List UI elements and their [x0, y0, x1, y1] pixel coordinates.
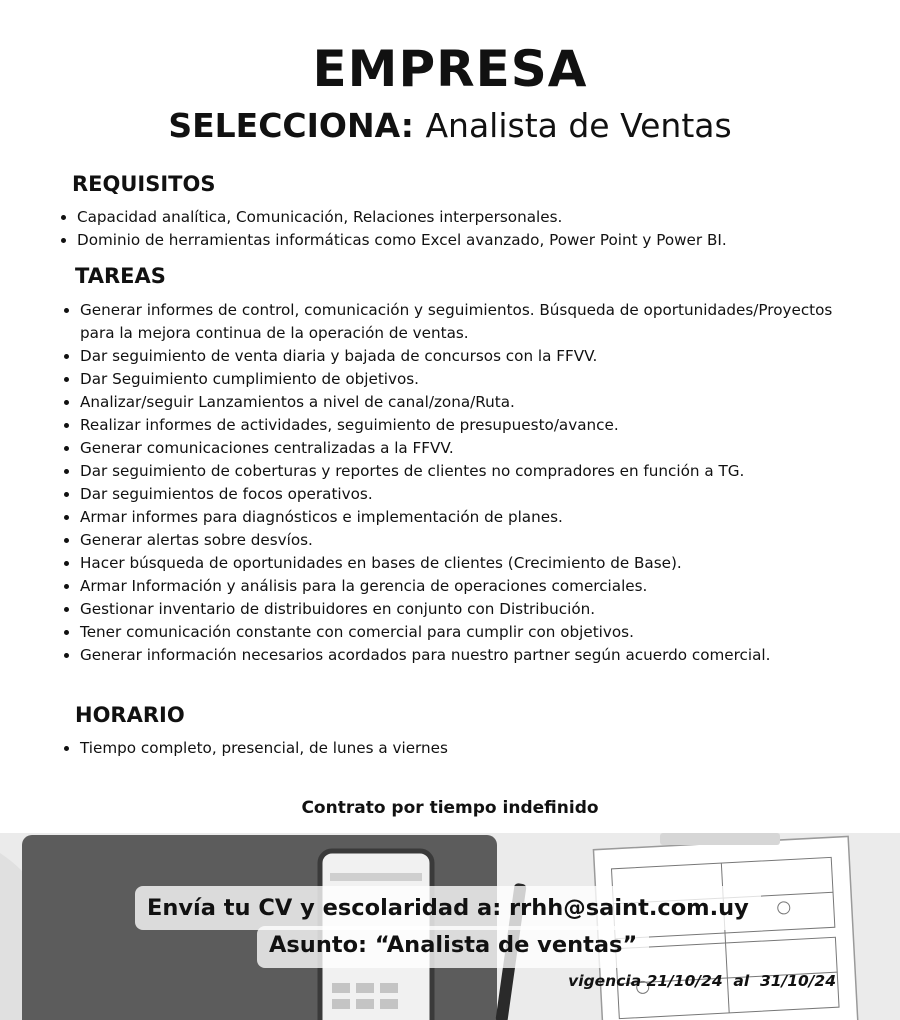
horario-title: HORARIO [75, 703, 185, 727]
requisitos-item: Capacidad analítica, Comunicación, Relaciones interpersonales. [58, 206, 858, 229]
tareas-item: Generar alertas sobre desvíos. [61, 529, 851, 552]
tareas-item: Realizar informes de actividades, seguimiento de presupuesto/avance. [61, 414, 851, 437]
tareas-title: TAREAS [75, 264, 166, 288]
tareas-item: Dar Seguimiento cumplimiento de objetivos. [61, 368, 851, 391]
tareas-item: Generar información necesarios acordados para nuestro partner según acuerdo comercial. [61, 644, 851, 667]
validity-dates: vigencia 21/10/24 al 31/10/24 [568, 972, 836, 990]
subject-text: Asunto: “Analista de ventas” [257, 926, 649, 968]
requisitos-item: Dominio de herramientas informáticas como Excel avanzado, Power Point y Power BI. [58, 229, 858, 252]
tareas-item: Armar informes para diagnósticos e implementación de planes. [61, 506, 851, 529]
tareas-item: Analizar/seguir Lanzamientos a nivel de canal/zona/Ruta. [61, 391, 851, 414]
tareas-item: Tener comunicación constante con comercial para cumplir con objetivos. [61, 621, 851, 644]
tareas-item: Generar comunicaciones centralizadas a la FFVV. [61, 437, 851, 460]
requisitos-title: REQUISITOS [72, 172, 216, 196]
tareas-item: Hacer búsqueda de oportunidades en bases de clientes (Crecimiento de Base). [61, 552, 851, 575]
position-name: Analista de Ventas [425, 106, 732, 145]
requisitos-list [58, 206, 858, 252]
tareas-item: Generar informes de control, comunicación y seguimientos. Búsqueda de oportunidades/Proyectos para la mejora continua de la operación de ventas. [61, 299, 851, 345]
company-title: EMPRESA [312, 40, 588, 98]
send-cv-text: Envía tu CV y escolaridad a: rrhh@saint.com.uy [135, 886, 761, 930]
position-heading [0, 106, 900, 145]
tareas-item: Dar seguimiento de coberturas y reportes de clientes no compradores en función a TG. [61, 460, 851, 483]
tareas-item: Armar Información y análisis para la gerencia de operaciones comerciales. [61, 575, 851, 598]
horario-list [61, 737, 851, 760]
tareas-list [61, 299, 851, 667]
horario-item: Tiempo completo, presencial, de lunes a viernes [61, 737, 851, 760]
tareas-item: Dar seguimiento de venta diaria y bajada de concursos con la FFVV. [61, 345, 851, 368]
tareas-item: Gestionar inventario de distribuidores en conjunto con Distribución. [61, 598, 851, 621]
tareas-item: Dar seguimientos de focos operativos. [61, 483, 851, 506]
contract-type: Contrato por tiempo indefinido [301, 798, 599, 818]
selects-label: SELECCIONA: [168, 106, 414, 145]
